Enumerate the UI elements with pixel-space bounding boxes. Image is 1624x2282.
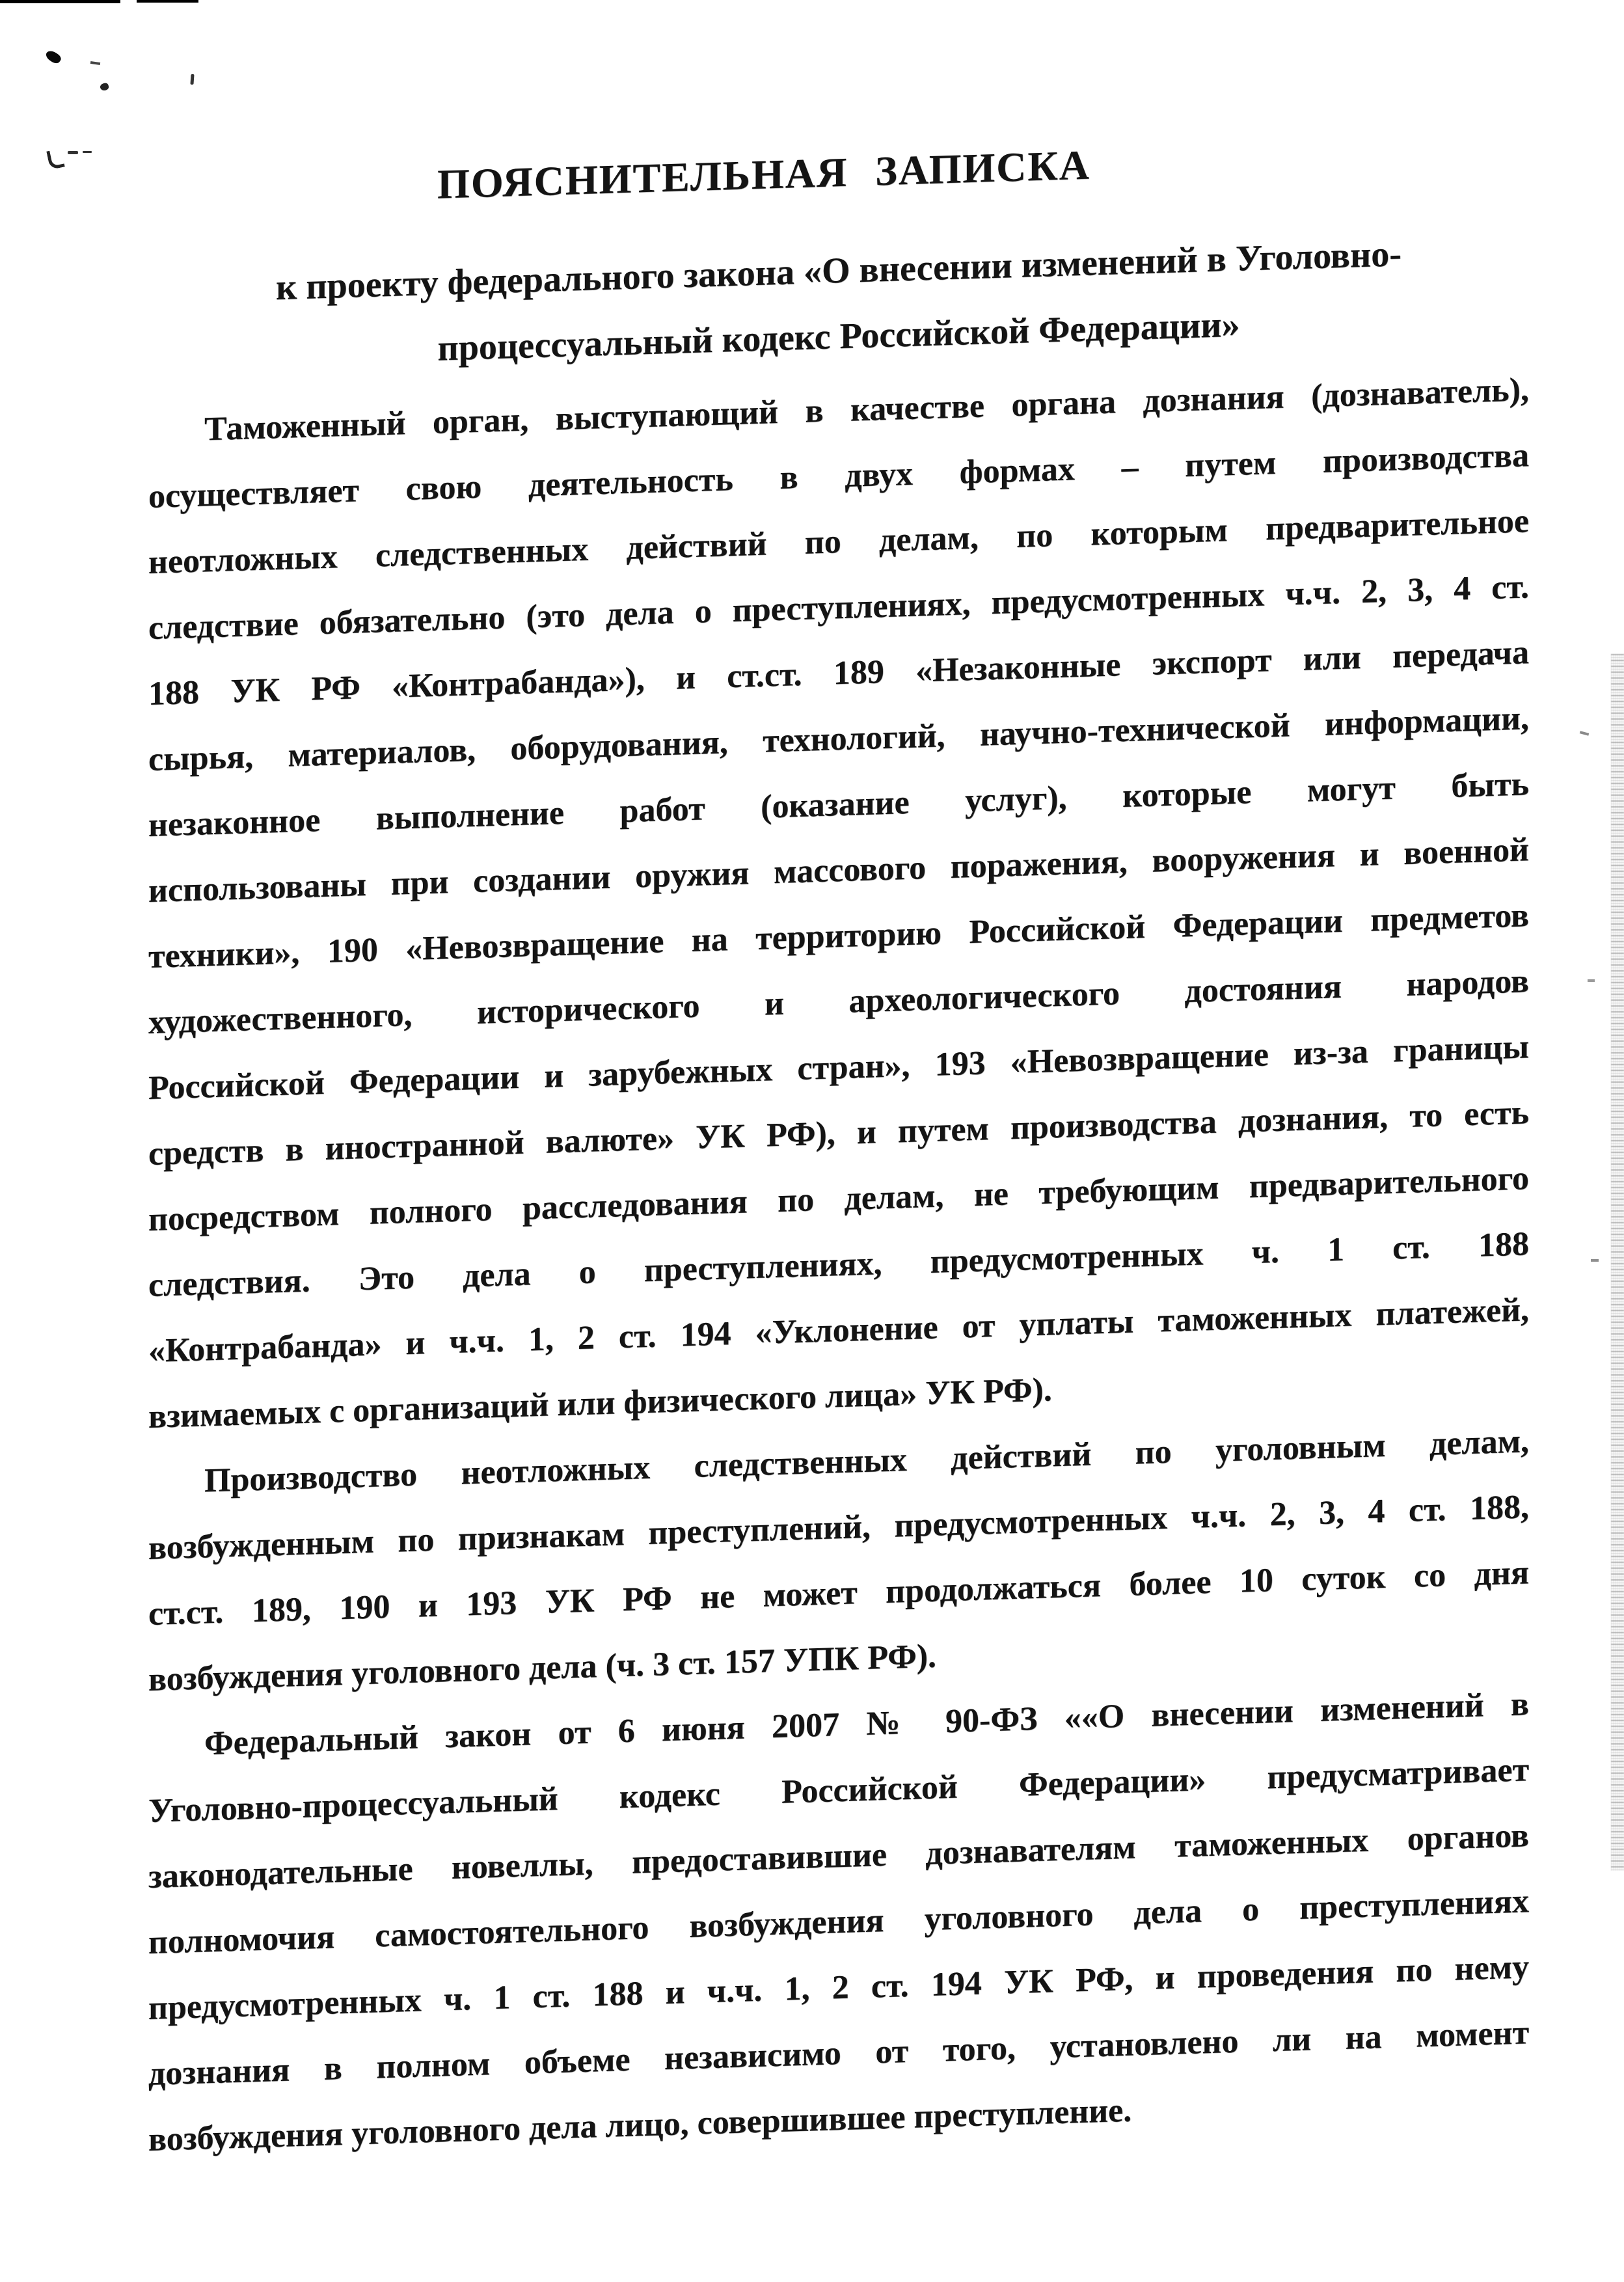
text-line: следствие обязательно (это дела о преступлениях, предусмотренных ч.ч. 2, 3, 4 ст. xyxy=(148,568,1529,647)
scan-artifact-margin-mark xyxy=(1580,731,1590,735)
text-line: сырья, материалов, оборудования, технологий, научно-технической информации, xyxy=(148,700,1529,778)
text-line: Российской Федерации и зарубежных стран», 193 «Невозвращение из-за границы xyxy=(148,1028,1529,1107)
scan-artifact-margin-mark xyxy=(1591,1259,1599,1262)
scan-artifact-top-edge-2 xyxy=(137,0,198,3)
text-line: взимаемых с организаций или физического лица» УК РФ). xyxy=(148,1371,1052,1435)
scan-artifact-ink-blob xyxy=(44,48,62,65)
text-line: возбуждения уголовного дела лицо, совершившее преступление. xyxy=(148,2091,1132,2158)
scan-artifact-speck xyxy=(100,83,109,92)
text-line: законодательные новеллы, предоставившие дознавателям таможенных органов xyxy=(148,1817,1529,1895)
document-body xyxy=(148,357,1529,2173)
text-line: следствия. Это дела о преступлениях, предусмотренных ч. 1 ст. 188 xyxy=(148,1225,1529,1304)
scan-artifact-right-edge-noise xyxy=(1611,654,1624,1871)
text-line: к проекту федерального закона «О внесении изменений в Уголовно- xyxy=(276,234,1401,308)
document-title: ПОЯСНИТЕЛЬНАЯ ЗАПИСКА xyxy=(437,141,1090,208)
text-line: неотложных следственных действий по делам, по которым предварительное xyxy=(148,502,1529,581)
scan-artifact-top-edge xyxy=(0,0,120,3)
text-line: техники», 190 «Невозвращение на территорию Российской Федерации предметов xyxy=(148,897,1529,975)
text-line: Федеральный закон от 6 июня 2007 № 90-ФЗ ««О внесении изменений в xyxy=(204,1685,1529,1763)
scan-artifact-dash-dot xyxy=(68,151,78,154)
text-line: использованы при создании оружия массового поражения, вооружения и военной xyxy=(148,831,1529,910)
scan-artifact-margin-mark xyxy=(1588,979,1595,982)
text-line: средств в иностранной валюте» УК РФ), и путем производства дознания, то есть xyxy=(148,1094,1529,1173)
scan-artifact-tick xyxy=(190,74,194,85)
document-content xyxy=(148,118,1529,2173)
paragraph xyxy=(148,1408,1529,1713)
text-line: полномочия самостоятельного возбуждения уголовного дела о преступлениях xyxy=(148,1882,1529,1961)
scan-artifact-dash xyxy=(90,61,100,65)
text-line: посредством полного расследования по делам, не требующим предварительного xyxy=(148,1160,1529,1238)
text-line: ст.ст. 189, 190 и 193 УК РФ не может продолжаться более 10 суток со дня xyxy=(148,1554,1529,1633)
text-line: Производство неотложных следственных действий по уголовным делам, xyxy=(204,1422,1529,1500)
text-line: дознания в полном объеме независимо от того, установлено ли на момент xyxy=(148,2014,1529,2093)
paragraph xyxy=(148,357,1529,1450)
text-line: Уголовно-процессуальный кодекс Российской Федерации» предусматривает xyxy=(148,1751,1529,1830)
text-line: возбуждения уголовного дела (ч. 3 ст. 157 УПК РФ). xyxy=(148,1637,937,1698)
paragraph xyxy=(148,1671,1529,2173)
text-line: процессуальный кодекс Российской Федерации» xyxy=(437,304,1240,369)
text-line: «Контрабанда» и ч.ч. 1, 2 ст. 194 «Уклонение от уплаты таможенных платежей, xyxy=(148,1291,1529,1370)
text-line: возбужденным по признакам преступлений, предусмотренных ч.ч. 2, 3, 4 ст. 188, xyxy=(148,1488,1529,1567)
text-line: предусмотренных ч. 1 ст. 188 и ч.ч. 1, 2 ст. 194 УК РФ, и проведения по нему xyxy=(148,1948,1529,2027)
text-line: художественного, исторического и археологического достояния народов xyxy=(148,962,1529,1041)
text-line: Таможенный орган, выступающий в качестве органа дознания (дознаватель), xyxy=(204,371,1529,448)
text-line: осуществляет свою деятельность в двух формах – путем производства xyxy=(148,437,1529,515)
scan-artifact-pen-curl xyxy=(46,148,65,170)
text-line: незаконное выполнение работ (оказание услуг), которые могут быть xyxy=(148,765,1529,844)
text-line: 188 УК РФ «Контрабанда»), и ст.ст. 189 «Незаконные экспорт или передача xyxy=(148,634,1529,713)
